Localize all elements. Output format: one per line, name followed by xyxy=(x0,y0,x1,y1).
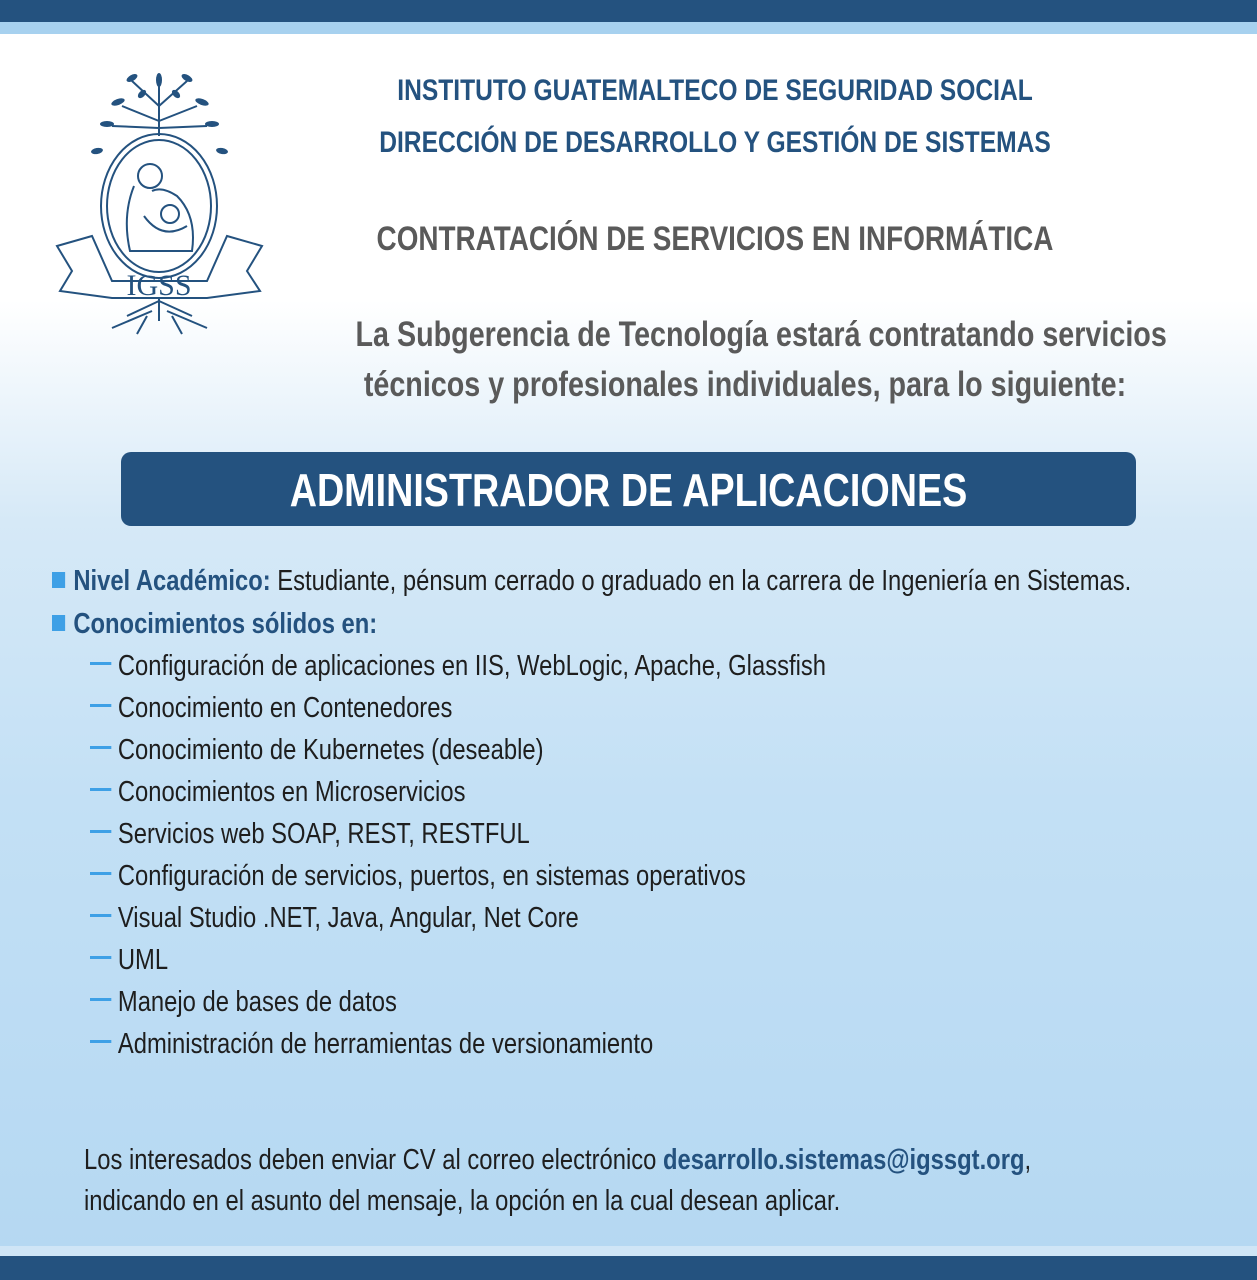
list-item: Conocimientos en Microservicios xyxy=(90,776,465,809)
bottom-light-band xyxy=(0,1246,1257,1256)
dash-bullet-icon xyxy=(90,830,111,833)
dash-bullet-icon xyxy=(90,872,111,875)
square-bullet-icon xyxy=(52,615,65,631)
dash-bullet-icon xyxy=(90,788,111,791)
institution-title: INSTITUTO GUATEMALTECO DE SEGURIDAD SOCIAL xyxy=(397,74,1033,107)
logo-text: IGSS xyxy=(126,269,192,302)
section-title: CONTRATACIÓN DE SERVICIOS EN INFORMÁTICA xyxy=(376,220,1054,258)
knowledge-requirement xyxy=(52,608,377,641)
list-item: Visual Studio .NET, Java, Angular, Net Core xyxy=(90,902,579,935)
knowledge-label: Conocimientos sólidos en: xyxy=(73,608,378,640)
bottom-border-bar xyxy=(0,1256,1257,1280)
list-item: Administración de herramientas de versionamiento xyxy=(90,1028,653,1061)
academic-requirement xyxy=(52,565,1131,598)
dash-bullet-icon xyxy=(90,704,111,707)
dash-bullet-icon xyxy=(90,998,111,1001)
list-item: Manejo de bases de datos xyxy=(90,986,397,1019)
academic-label: Nivel Académico: xyxy=(73,565,271,597)
dash-bullet-icon xyxy=(90,956,111,959)
igss-logo xyxy=(52,66,266,336)
top-border-bar xyxy=(0,0,1257,22)
application-instructions xyxy=(84,1140,1031,1222)
square-bullet-icon xyxy=(52,572,65,588)
list-item: Conocimiento en Contenedores xyxy=(90,692,452,725)
intro-line-2: técnicos y profesionales individuales, para lo siguiente: xyxy=(363,365,1127,404)
dash-bullet-icon xyxy=(90,662,111,665)
list-item: Servicios web SOAP, REST, RESTFUL xyxy=(90,818,530,851)
intro-line-1: La Subgerencia de Tecnología estará contratando servicios xyxy=(355,315,1167,354)
dash-bullet-icon xyxy=(90,914,111,917)
instructions-line-2: indicando en el asunto del mensaje, la opción en la cual desean aplicar. xyxy=(84,1185,841,1217)
instructions-line-1: Los interesados deben enviar CV al correo electrónico desarrollo.sistemas@igssgt.org, xyxy=(84,1144,1032,1176)
list-item: Configuración de servicios, puertos, en sistemas operativos xyxy=(90,860,746,893)
academic-value: Estudiante, pénsum cerrado o graduado en la carrera de Ingeniería en Sistemas. xyxy=(270,565,1132,597)
list-item: Configuración de aplicaciones en IIS, WebLogic, Apache, Glassfish xyxy=(90,650,826,683)
list-item: Conocimiento de Kubernetes (deseable) xyxy=(90,734,544,767)
intro-text xyxy=(355,310,1167,410)
direction-title: DIRECCIÓN DE DESARROLLO Y GESTIÓN DE SISTEMAS xyxy=(379,126,1051,159)
dash-bullet-icon xyxy=(90,746,111,749)
contact-email-link[interactable]: desarrollo.sistemas@igssgt.org xyxy=(662,1144,1025,1176)
dash-bullet-icon xyxy=(90,1040,111,1043)
top-light-band xyxy=(0,22,1257,34)
list-item: UML xyxy=(90,944,168,977)
position-banner xyxy=(121,452,1136,526)
position-title: ADMINISTRADOR DE APLICACIONES xyxy=(289,464,968,516)
